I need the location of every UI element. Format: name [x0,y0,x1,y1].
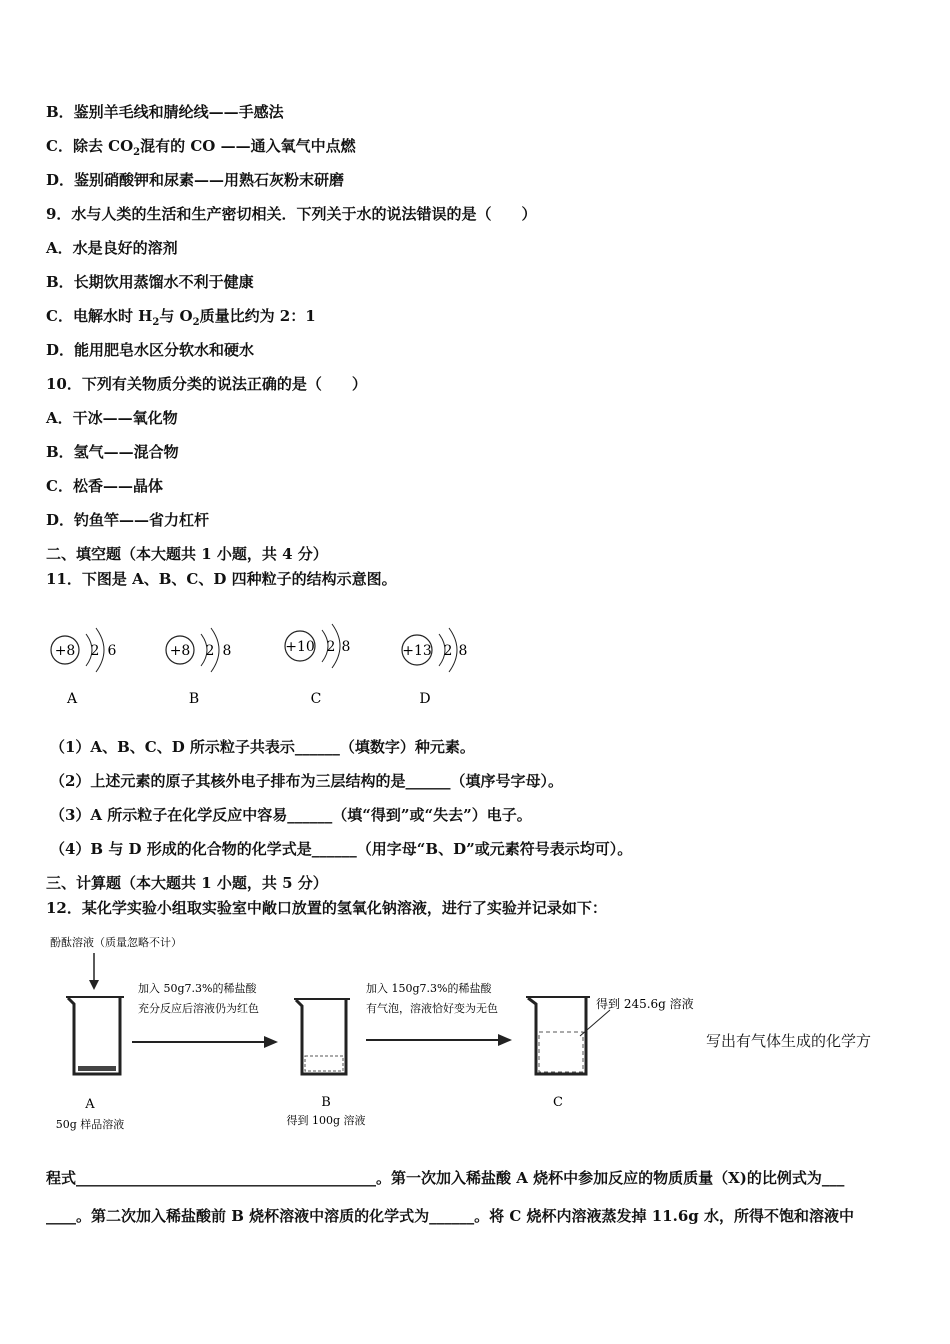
q8-option-c-sub: 2 [133,147,141,158]
q9-stem: 9．水与人类的生活和生产密切相关．下列关于水的说法错误的是（ ） [46,205,537,223]
particle-d-label: D [419,691,431,707]
particle-a-label: A [66,691,78,707]
step2-arrow-head [498,1034,512,1046]
particle-b-e1: 2 [205,643,215,659]
q9-option-c-post: 质量比约为 2：1 [199,307,316,325]
particle-d [402,628,467,707]
q11-sub1: （1）A、B、C、D 所示粒子共表示______（填数字）种元素。 [50,738,475,756]
q9-option-c [46,306,316,333]
q8-option-d: D．鉴别硝酸钾和尿素——用熟石灰粉末研磨 [46,171,345,189]
particle-diagrams [40,600,500,715]
beaker-c-label: C [553,1095,563,1110]
particle-b-label: B [188,691,200,707]
q12-line2: ____。第二次加入稀盐酸前 B 烧杯溶液中溶质的化学式为______。将 C 烧杯内溶液蒸发掉 11.6g 水，所得不饱和溶液中 [46,1207,854,1225]
beaker-c-liquid [539,1032,583,1072]
beaker-a-label: A [85,1097,95,1112]
particle-c [285,624,350,707]
beaker-c-body [528,998,586,1074]
q9-option-c-pre: C．电解水时 H [46,307,153,325]
beaker-a-body [68,998,120,1074]
step1-line2: 充分反应后溶液仍为红色 [138,1002,259,1015]
particle-a-nucleus: +8 [54,643,76,659]
particle-c-e2: 8 [341,639,351,655]
q10-option-a: A．干冰——氧化物 [46,409,178,427]
indicator-label: 酚酞溶液（质量忽略不计） [50,936,182,949]
particle-c-label: C [310,691,322,707]
beaker-a-caption: 50g 样品溶液 [55,1118,125,1131]
beaker-b-body [296,1000,346,1074]
particle-d-nucleus: +13 [402,643,432,659]
particle-a-e1: 2 [90,643,100,659]
particle-d-e2: 8 [458,643,468,659]
q9-option-c-sub1: 2 [152,317,160,328]
q9-option-c-sub2: 2 [192,317,200,328]
q9-option-b: B．长期饮用蒸馏水不利于健康 [46,273,254,291]
beaker-b-label: B [321,1095,331,1110]
q10-option-c: C．松香——晶体 [46,477,163,495]
q11-sub2: （2）上述元素的原子其核外电子排布为三层结构的是______（填序号字母）。 [50,772,563,790]
dropper-arrow-head [89,980,99,990]
q8-option-b: B．鉴别羊毛线和腈纶线——手感法 [46,103,284,121]
q9-option-d: D．能用肥皂水区分软水和硬水 [46,341,255,359]
q8-option-c [46,136,356,163]
q10-option-b: B．氢气——混合物 [46,443,179,461]
result-c-text: 得到 245.6g 溶液 [596,997,694,1011]
section2-heading: 二、填空题（本大题共 1 小题，共 4 分） [46,545,328,563]
beaker-b-caption: 得到 100g 溶液 [286,1114,366,1127]
q12-right-text: 写出有气体生成的化学方 [706,1032,872,1050]
experiment-diagram [50,928,710,1138]
q10-option-d: D．钓鱼竿——省力杠杆 [46,511,210,529]
q11-stem: 11．下图是 A、B、C、D 四种粒子的结构示意图。 [46,570,397,588]
q11-sub3: （3）A 所示粒子在化学反应中容易______（填“得到”或“失去”）电子。 [50,806,532,824]
step1-arrow-head [264,1036,278,1048]
particle-c-nucleus: +10 [285,639,315,655]
particle-b-e2: 8 [222,643,232,659]
beaker-b-liquid [305,1056,343,1071]
beaker-a [66,997,124,1074]
particle-a [51,628,117,707]
particle-d-e1: 2 [443,643,453,659]
step1-line1: 加入 50g7.3%的稀盐酸 [138,982,257,995]
q9-option-a: A．水是良好的溶剂 [46,239,178,257]
q8-option-c-pre: C．除去 CO [46,137,134,155]
q12-line1: 程式________________________________________。第一次加入稀盐酸 A 烧杯中参加反应的物质质量（X)的比例式为___ [46,1169,845,1187]
q10-stem: 10．下列有关物质分类的说法正确的是（ ） [46,375,367,393]
beaker-b [294,999,350,1074]
section3-heading: 三、计算题（本大题共 1 小题，共 5 分） [46,874,328,892]
q12-stem: 12．某化学实验小组取实验室中敞口放置的氢氧化钠溶液，进行了实验并记录如下： [46,899,607,917]
q8-option-c-post: 混有的 CO ——通入氧气中点燃 [140,137,356,155]
particle-b [166,628,231,707]
q9-option-c-mid: 与 O [159,307,193,325]
particle-a-e2: 6 [107,643,117,659]
step2-line2: 有气泡，溶液恰好变为无色 [366,1002,498,1015]
beaker-a-liquid [78,1066,116,1071]
q11-sub4: （4）B 与 D 形成的化合物的化学式是______（用字母“B、D”或元素符号表示均可）。 [50,840,633,858]
step2-line1: 加入 150g7.3%的稀盐酸 [366,982,492,995]
particle-b-nucleus: +8 [169,643,191,659]
particle-c-e1: 2 [326,639,336,655]
